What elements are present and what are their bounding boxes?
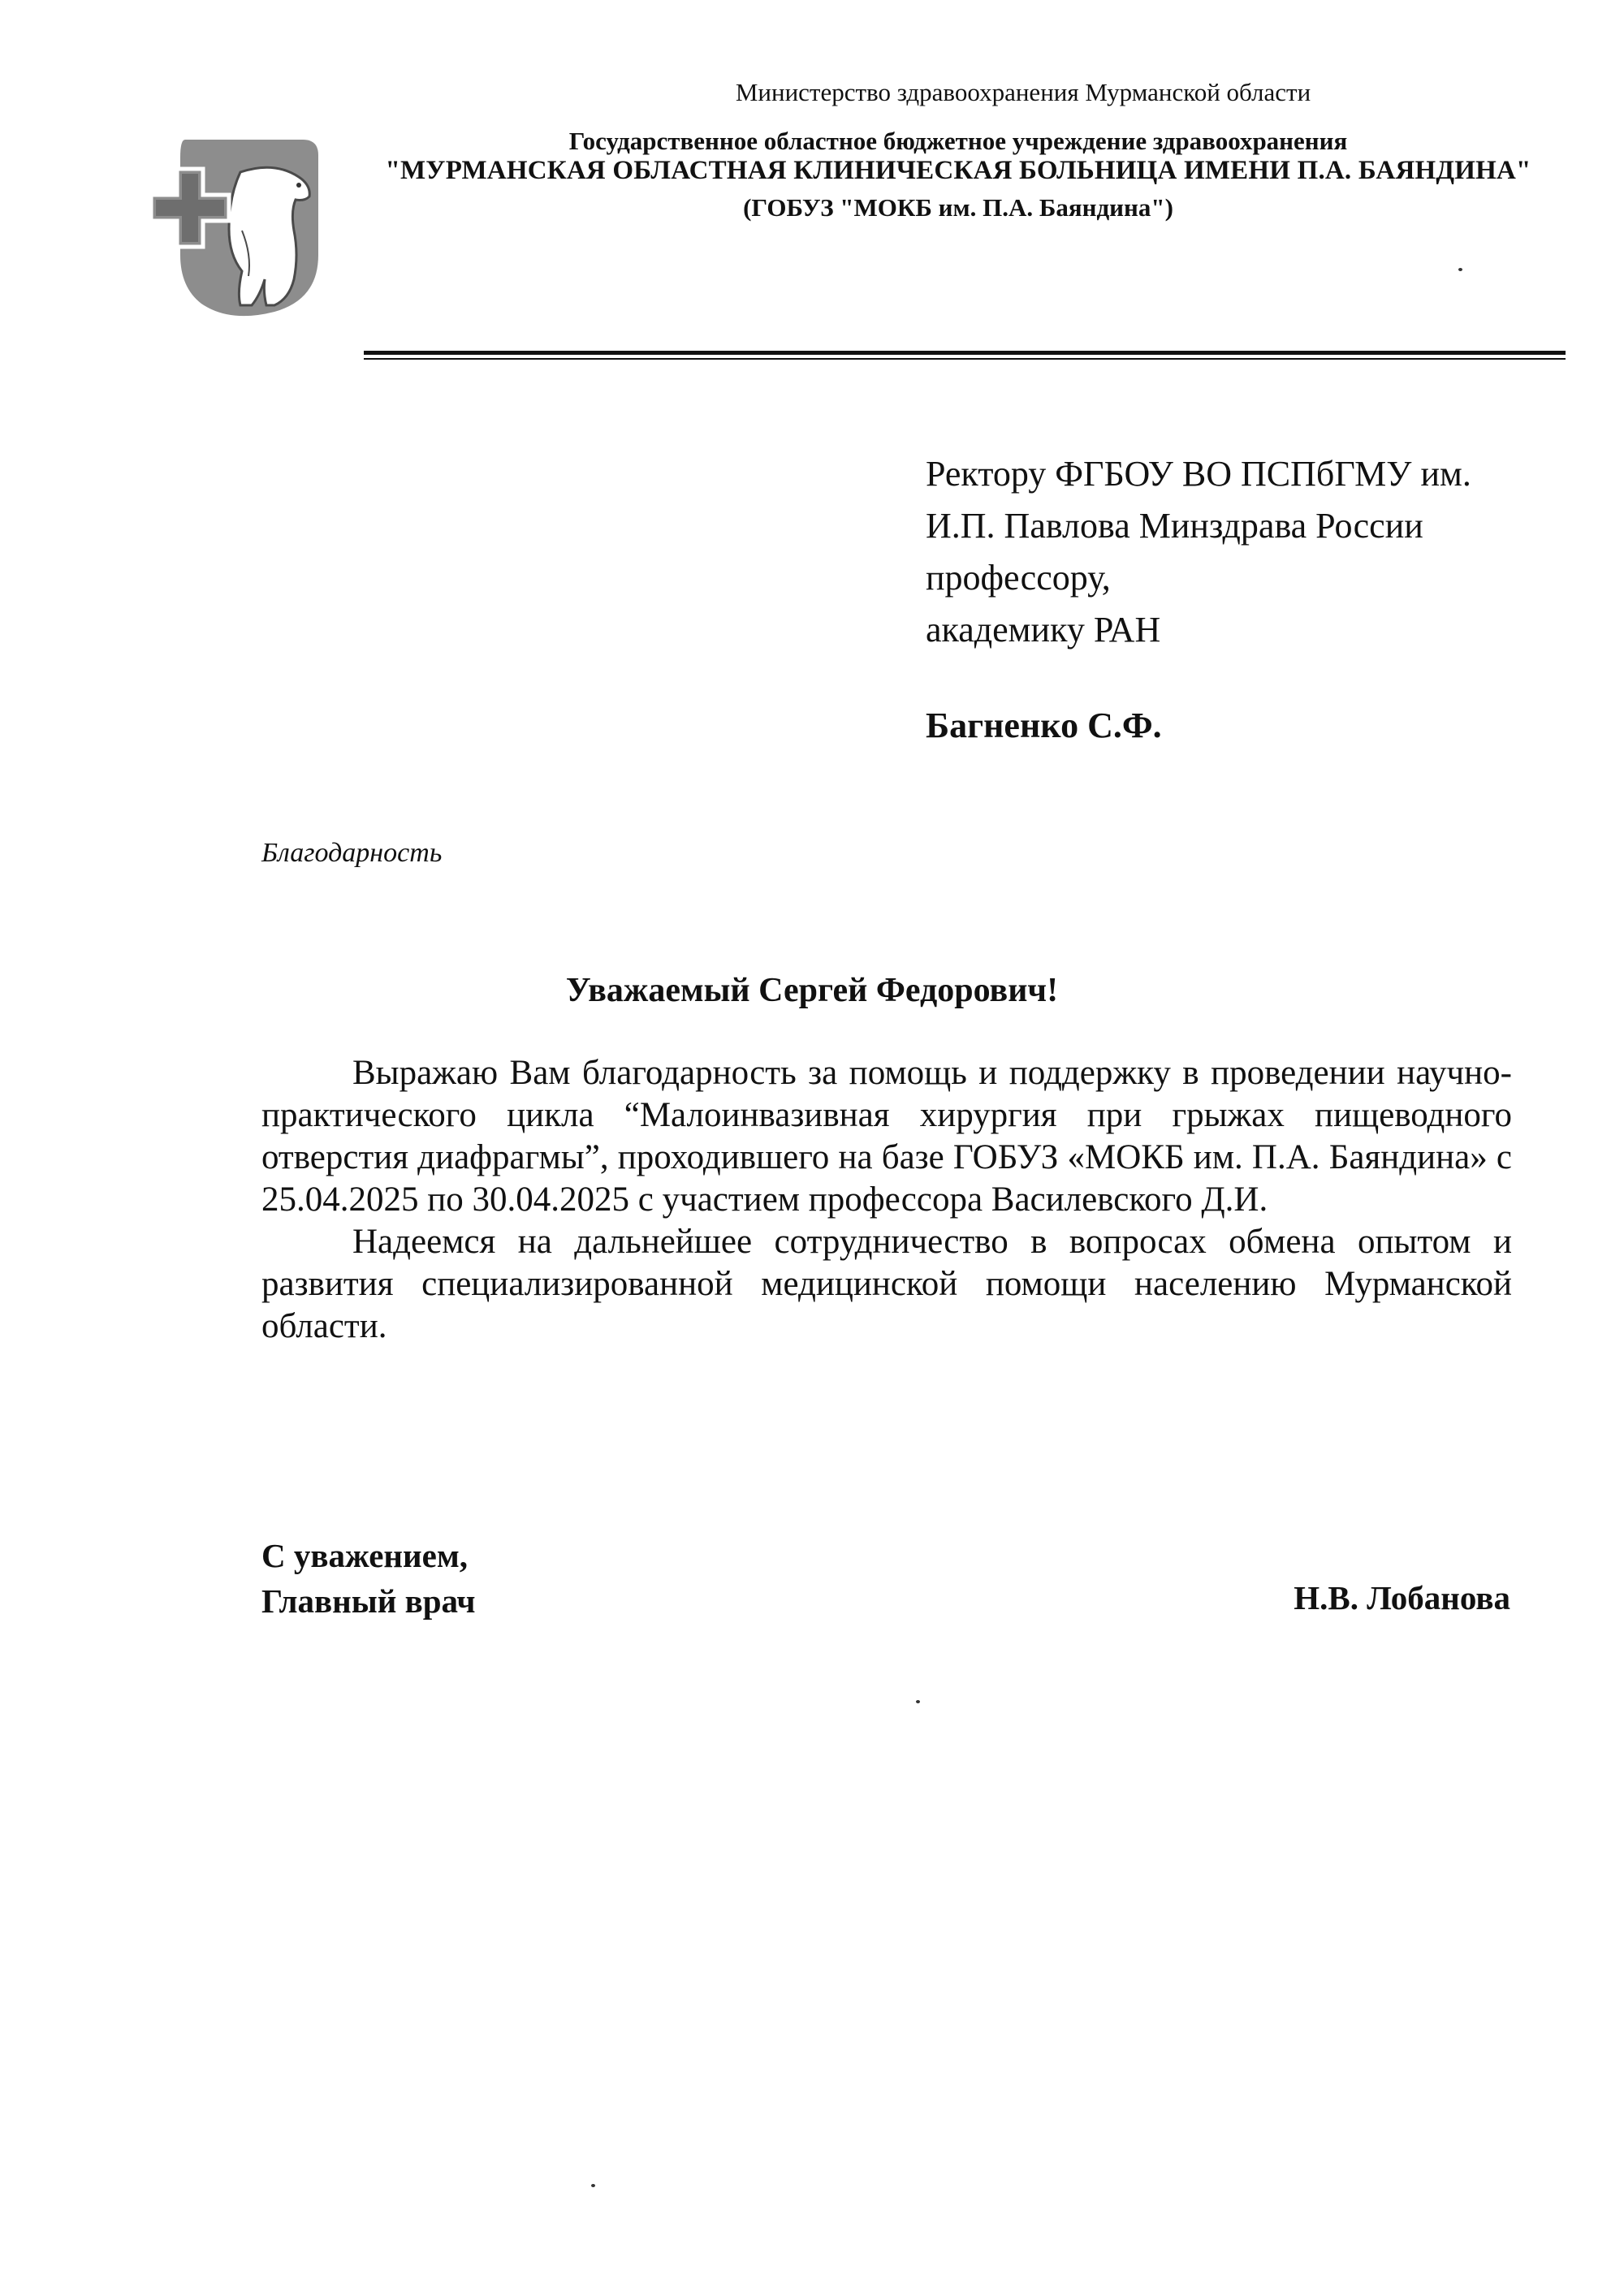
closing-phrase: С уважением, — [261, 1537, 469, 1574]
salutation: Уважаемый Сергей Федорович! — [565, 972, 1059, 1009]
scan-speck — [591, 2184, 595, 2187]
addressee-name: Багненко С.Ф. — [926, 706, 1162, 745]
hospital-abbreviation: (ГОБУЗ "МОКБ им. П.А. Баяндина") — [743, 193, 1173, 222]
body-paragraph-1: Выражаю Вам благодарность за помощь и поддержку в проведении научно-практического цикла “Малоинвазивная хирургия при грыжах пищеводного отверстия диафрагмы”, проходившего на базе ГОБУЗ «МОКБ им. П.А. Баяндина» с 25.04.2025 по 30.04.2025 с участием профессора Василевского Д.И. — [261, 1054, 1512, 1219]
scan-speck — [1458, 268, 1462, 271]
addressee-line: профессору, — [926, 558, 1111, 598]
header-divider-thin — [364, 358, 1566, 360]
letter-body — [261, 1052, 1512, 1348]
body-paragraph-2: Надеемся на дальнейшее сотрудничество в вопросах обмена опытом и развития специализированной медицинской помощи населению Мурманской области. — [261, 1223, 1512, 1345]
signer-name: Н.В. Лобанова — [1294, 1579, 1510, 1616]
addressee-line: Ректору ФГБОУ ВО ПСПбГМУ им. — [926, 454, 1471, 494]
polar-bear-medical-cross-logo-icon — [145, 133, 336, 325]
addressee-line: И.П. Павлова Минздрава России — [926, 506, 1423, 546]
addressee-line: академику РАН — [926, 610, 1161, 650]
closing-block — [261, 1533, 476, 1624]
signer-position: Главный врач — [261, 1582, 476, 1620]
hospital-logo — [145, 133, 336, 325]
addressee-block — [926, 448, 1575, 656]
scan-speck — [916, 1700, 920, 1703]
letter-subject: Благодарность — [261, 838, 443, 868]
hospital-name: "МУРМАНСКАЯ ОБЛАСТНАЯ КЛИНИЧЕСКАЯ БОЛЬНИЦА ИМЕНИ П.А. БАЯНДИНА" — [385, 156, 1531, 185]
header-divider-thick — [364, 351, 1566, 355]
ministry-name: Министерство здравоохранения Мурманской области — [735, 78, 1311, 106]
institution-type: Государственное областное бюджетное учреждение здравоохранения — [568, 127, 1348, 155]
